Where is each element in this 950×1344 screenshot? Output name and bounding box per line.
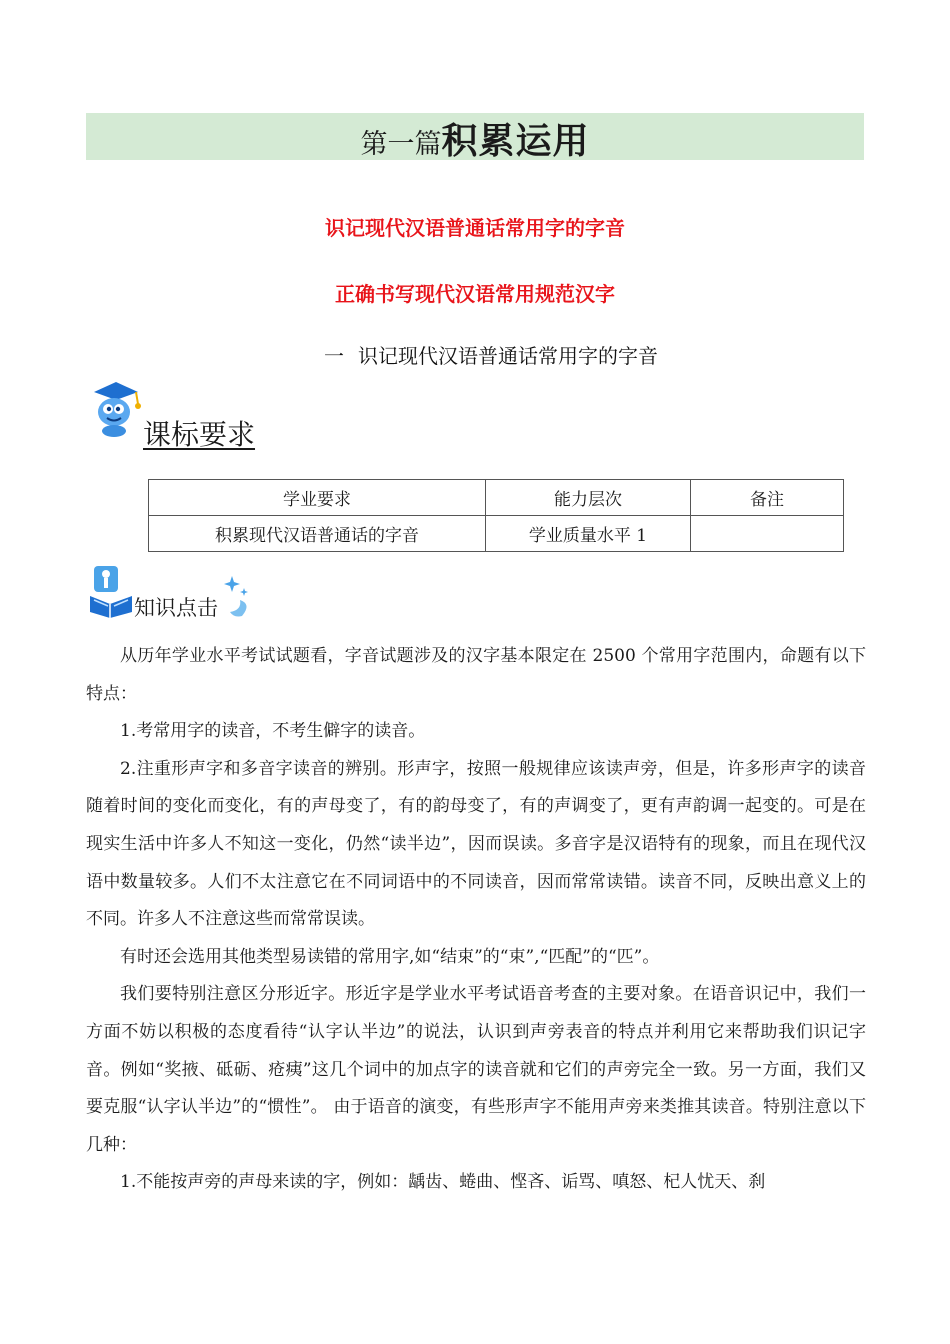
red-title-2: 正确书写现代汉语常用规范汉字	[335, 282, 615, 306]
body-paragraphs	[86, 638, 866, 1202]
table-cell: 学业质量水平 1	[486, 516, 691, 552]
chapter-prefix: 第一篇	[360, 129, 442, 160]
requirements-table	[148, 479, 844, 552]
table-header: 备注	[691, 480, 844, 516]
table-header: 学业要求	[149, 480, 486, 516]
section-number: 一	[324, 344, 344, 368]
paragraph: 从历年学业水平考试试题看，字音试题涉及的汉字基本限定在 2500 个常用字范围内，命题有以下特点：	[86, 646, 866, 704]
heading-knowledge: 知识点击	[134, 596, 218, 620]
sparkle-icon	[222, 574, 252, 618]
red-title-1: 识记现代汉语普通话常用字的字音	[325, 216, 625, 240]
paragraph: 有时还会选用其他类型易读错的常用字,如“结束”的“束”,“匹配”的“匹”。	[120, 946, 660, 967]
table-cell: 积累现代汉语普通话的字音	[149, 516, 486, 552]
table-row	[149, 516, 844, 552]
chapter-title: 积累运用	[441, 120, 590, 162]
table-cell	[691, 516, 844, 552]
paragraph: 1.不能按声旁的声母来读的字，例如：龋齿、蜷曲、悭吝、诟骂、嗔怒、杞人忧天、刹	[120, 1172, 766, 1193]
table-header: 能力层次	[486, 480, 691, 516]
book-icon	[88, 560, 134, 618]
paragraph: 我们要特别注意区分形近字。形近字是学业水平考试语音考查的主要对象。在语音识记中，我们一方面不妨以积极的态度看待“认字认半边”的说法，认识到声旁表音的特点并利用它来帮助我们识记字音。例如“奖掖、砥砺、疮痍”这几个词中的加点字的读音就和它们的声旁完全一致。另一方面，我们又要克服“认字认半边”的“惯性”。 由于语音的演变，有些形声字不能用声旁来类推其读音。特别注意以下几种：	[86, 984, 866, 1155]
heading-curriculum: 课标要求	[143, 418, 256, 451]
chapter-banner	[86, 113, 864, 160]
section-title	[324, 340, 658, 369]
table-header-row	[149, 480, 844, 516]
mascot-icon	[88, 378, 144, 438]
paragraph: 2.注重形声字和多音字读音的辨别。形声字，按照一般规律应该读声旁，但是，许多形声字的读音随着时间的变化而变化，有的声母变了，有的韵母变了，有的声调变了，更有声韵调一起变的。可是在现实生活中许多人不知这一变化，仍然“读半边”，因而误读。多音字是汉语特有的现象，而且在现代汉语中数量较多。人们不太注意它在不同词语中的不同读音，因而常常读错。读音不同，反映出意义上的不同。许多人不注意这些而常常误读。	[86, 758, 866, 930]
section-title-text: 识记现代汉语普通话常用字的字音	[358, 344, 658, 368]
paragraph: 1.考常用字的读音，不考生僻字的读音。	[120, 721, 426, 742]
